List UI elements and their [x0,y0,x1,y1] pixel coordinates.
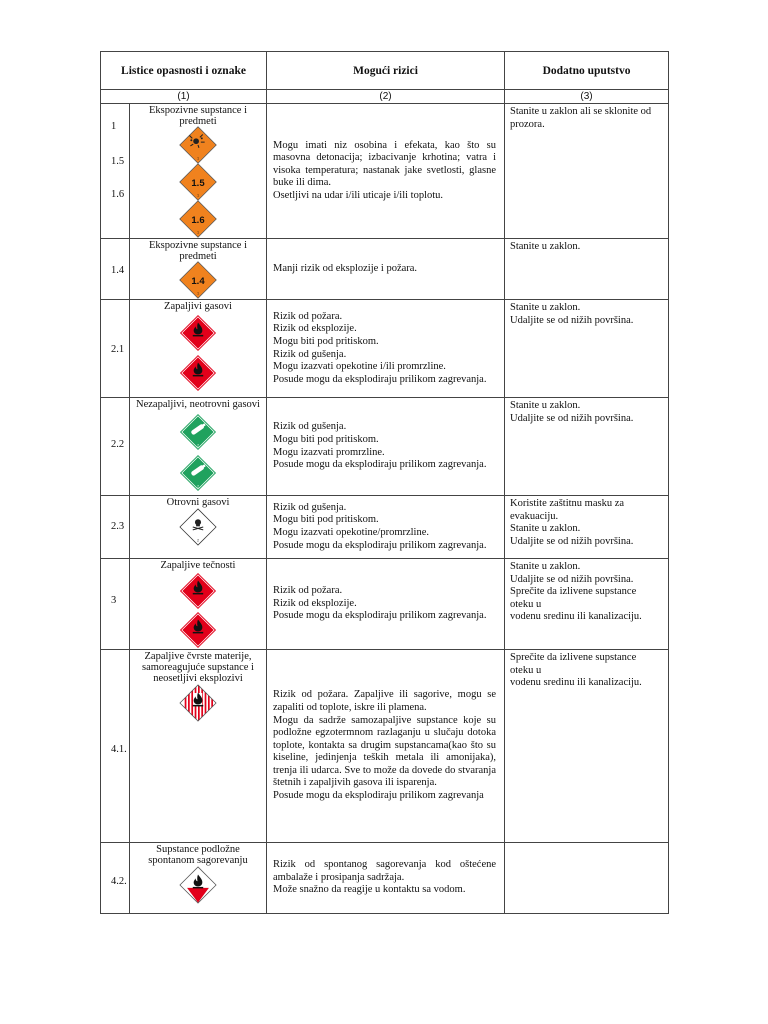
header-advice: Dodatno uputstvo [505,52,669,90]
class-number: 4.1. [111,744,127,755]
advice-text: Sprečite da izlivene supstance oteku u vodenu sredinu ili kanalizaciju. [510,652,642,689]
risk-text: Mogu imati niz osobina i efekata, kao što su masovna detonacija; izbacivanje krhotina; vatra i visoka temperatura; nastanak jake svetlosti, glasne buke ili dima. Osetljivi na udar i/ili uticaje i/ili toplotu. [273,139,497,201]
svg-text:1.4: 1.4 [191,275,205,287]
risk-cell [267,300,505,398]
hazard-label: Supstance podložne spontanom sagorevanju [148,844,248,866]
class-number: 1.6 [111,189,125,200]
class-number: 1.4 [111,265,125,276]
hazard-row [101,843,669,914]
risk-cell [267,650,505,843]
advice-text: Stanite u zaklon. [510,241,581,252]
label-cell [130,559,267,650]
white-red-flame-icon [179,866,217,904]
skull-icon [179,508,217,546]
class-number-cell [101,650,130,843]
hazard-label: Zapaljivi gasovi [164,301,232,312]
hazard-sign-group [130,312,266,392]
risk-text: Rizik od požara. Zapaljive ili sagorive, mogu se zapaliti od toplote, iskre ili plamena. Mogu da sadrže samozapaljive supstance koje su podložne egzotermnom razlaganju u slučaju dotoka toplote, kontakta sa drugim supstancama(kao što su kiseline, jedinjenja teških metala ili amonijaka), trenja ili udarca. Sve to može da dovede do stvaranja štetnih i zapaljivih gasova ili isparenja. Posude mogu da eksplodiraju prilikom zagrevanja [273,689,497,802]
hazard-row [101,300,669,398]
hazard-label: Nezapaljivi, neotrovni gasovi [136,399,260,410]
advice-text: Stanite u zaklon ali se sklonite od prozora. [510,106,652,130]
header-risks: Mogući rizici [267,52,505,90]
hazard-sign-group [130,127,266,238]
svg-text:1: 1 [197,291,199,296]
hazard-sign-group [130,866,266,904]
hazard-sign-group [130,410,266,492]
gas-cylinder-icon [179,413,217,451]
column-number-2: (2) [267,90,505,104]
advice-text: Stanite u zaklon. Udaljite se od nižih površina. Sprečite da izlivene supstance oteku u vodenu sredinu ili kanalizaciju. [510,561,642,623]
class-number: 1.5 [111,156,125,167]
risk-cell [267,239,505,300]
hazard-table [100,51,669,914]
advice-text: Stanite u zaklon. Udaljite se od nižih površina. [510,302,634,326]
label-cell [130,843,267,914]
class-number-cell [101,104,130,239]
class-number: 2.3 [111,521,125,532]
flame-icon [179,611,217,649]
hazard-row [101,559,669,650]
risk-text: Rizik od požara. Rizik od eksplozije. Posude mogu da eksplodiraju prilikom zagrevanja. [273,585,487,622]
number-diamond [179,163,217,201]
class-number-cell [101,239,130,300]
advice-cell [505,559,669,650]
hazard-sign-group [130,262,266,299]
gas-cylinder-icon [179,454,217,492]
svg-text:2: 2 [197,538,199,543]
class-number-cell [101,398,130,496]
risk-cell [267,559,505,650]
label-cell [130,398,267,496]
column-number-row [101,90,669,104]
svg-text:2: 2 [197,443,199,448]
striped-flame-icon [179,684,217,722]
hazard-label: Zapaljive tečnosti [160,560,236,571]
advice-text [505,843,668,847]
risk-text: Rizik od spontanog sagorevanja kod oštećene ambalaže i prosipanja sadržaja. Može snažno da reagije u kontaktu sa vodom. [273,859,497,896]
explosive-icon [179,126,217,164]
advice-cell [505,300,669,398]
svg-text:1.5: 1.5 [191,177,205,189]
hazard-label: Otrovni gasovi [166,497,230,508]
hazard-sign-group [130,684,266,722]
hazard-sign-group [130,508,266,546]
number-diamond [179,200,217,238]
advice-text: Koristite zaštitnu masku za evakuaciju. Stanite u zaklon. Udaljite se od nižih površina. [510,498,634,547]
header-row [101,52,669,90]
label-cell [130,300,267,398]
class-number: 2.2 [111,439,125,450]
svg-text:1: 1 [197,230,199,235]
label-cell [130,239,267,300]
advice-text: Stanite u zaklon. Udaljite se od nižih površina. [510,400,634,424]
hazard-label: Zapaljive čvrste materije, samoreagujuće supstance i neosetljivi eksplozivi [142,651,254,684]
hazard-row [101,496,669,559]
column-number-3: (3) [505,90,669,104]
class-number: 4.2. [111,876,127,887]
risk-cell [267,843,505,914]
hazard-label: Ekspozivne supstance i predmeti [149,240,247,262]
risk-cell [267,496,505,559]
class-number-cell [101,559,130,650]
hazard-row [101,104,669,239]
risk-text: Rizik od gušenja. Mogu biti pod pritiskom. Mogu izazvati opekotine/promrzline. Posude mogu da eksplodiraju prilikom zagrevanja. [273,501,487,551]
risk-cell [267,398,505,496]
flame-icon [179,572,217,610]
label-cell [130,104,267,239]
flame-icon [179,354,217,392]
risk-text: Rizik od požara. Rizik od eksplozije. Mogu biti pod pritiskom. Rizik od gušenja. Mogu izazvati opekotine i/ili promrzline. Posude mogu da eksplodiraju prilikom zagrevanja. [273,310,487,385]
label-cell [130,496,267,559]
risk-text: Manji rizik od eksplozije i požara. [273,262,418,274]
class-number-cell [101,496,130,559]
svg-text:1: 1 [197,156,199,161]
hazard-label: Ekspozivne supstance i predmeti [149,105,247,127]
hazard-row [101,398,669,496]
hazard-sign-group [130,571,266,649]
hazard-row [101,650,669,843]
class-number: 3 [111,595,117,606]
risk-text: Rizik od gušenja. Mogu biti pod pritiskom. Mogu izazvati promrzline. Posude mogu da eksplodiraju prilikom zagrevanja. [273,421,487,471]
advice-cell [505,843,669,914]
svg-text:1: 1 [197,193,199,198]
advice-cell [505,650,669,843]
class-number-cell [101,843,130,914]
risk-cell [267,104,505,239]
number-diamond [179,261,217,299]
advice-cell [505,239,669,300]
flame-icon [179,314,217,352]
class-number: 2.1 [111,344,125,355]
svg-text:2: 2 [197,484,199,489]
advice-cell [505,104,669,239]
header-labels: Listice opasnosti i oznake [101,52,267,90]
column-number-1: (1) [101,90,267,104]
hazard-row [101,239,669,300]
label-cell [130,650,267,843]
advice-cell [505,496,669,559]
class-number: 1 [111,121,117,132]
svg-text:1.6: 1.6 [191,214,205,226]
class-number-cell [101,300,130,398]
advice-cell [505,398,669,496]
